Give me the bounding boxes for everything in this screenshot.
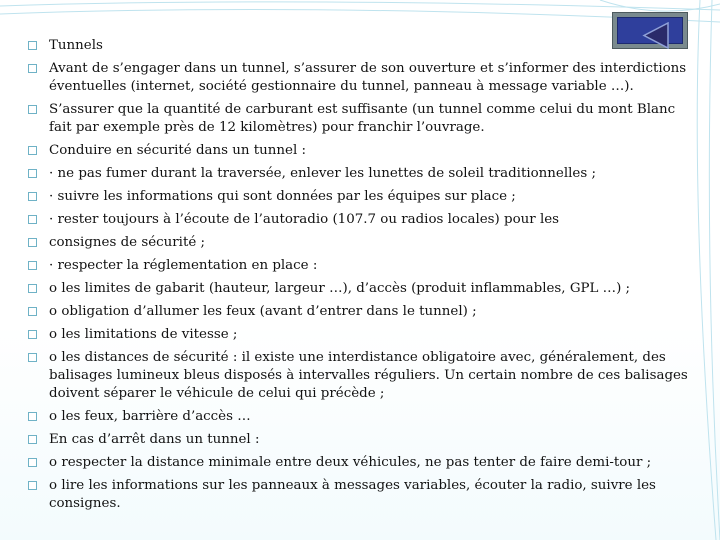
bullet-square-icon bbox=[28, 169, 37, 178]
list-item-text: Tunnels bbox=[49, 38, 103, 53]
bullet-square-icon bbox=[28, 64, 37, 73]
list-item-text: En cas d’arrêt dans un tunnel : bbox=[49, 432, 260, 447]
bullet-square-icon bbox=[28, 330, 37, 339]
bullet-square-icon bbox=[28, 105, 37, 114]
list-item bbox=[28, 232, 698, 255]
list-item bbox=[28, 58, 698, 99]
bullet-square-icon bbox=[28, 41, 37, 50]
list-item-text: consignes de sécurité ; bbox=[49, 235, 206, 250]
list-item-text: · rester toujours à l’écoute de l’autoradio (107.7 ou radios locales) pour les bbox=[49, 212, 560, 227]
list-item bbox=[28, 140, 698, 163]
list-item-text: o obligation d’allumer les feux (avant d’entrer dans le tunnel) ; bbox=[49, 304, 477, 319]
list-item bbox=[28, 255, 698, 278]
list-item bbox=[28, 452, 698, 475]
list-item bbox=[28, 99, 698, 140]
list-item-text: o lire les informations sur les panneaux à messages variables, écouter la radio, suivre les consignes. bbox=[49, 478, 656, 511]
list-item bbox=[28, 278, 698, 301]
list-item bbox=[28, 186, 698, 209]
list-item bbox=[28, 209, 698, 232]
bullet-square-icon bbox=[28, 435, 37, 444]
list-item-text: · respecter la réglementation en place : bbox=[49, 258, 318, 273]
list-item bbox=[28, 406, 698, 429]
list-item bbox=[28, 301, 698, 324]
bullet-square-icon bbox=[28, 307, 37, 316]
bullet-square-icon bbox=[28, 481, 37, 490]
bullet-square-icon bbox=[28, 146, 37, 155]
list-item bbox=[28, 324, 698, 347]
list-item-text: · suivre les informations qui sont données par les équipes sur place ; bbox=[49, 189, 516, 204]
list-item-text: S’assurer que la quantité de carburant est suffisante (un tunnel comme celui du mont Blanc fait par exemple près de 12 kilomètres) pour franchir l’ouvrage. bbox=[49, 102, 676, 135]
bullet-list bbox=[28, 35, 698, 516]
list-item bbox=[28, 429, 698, 452]
list-item-text: · ne pas fumer durant la traversée, enlever les lunettes de soleil traditionnelles ; bbox=[49, 166, 596, 181]
bullet-square-icon bbox=[28, 353, 37, 362]
bullet-square-icon bbox=[28, 284, 37, 293]
bullet-square-icon bbox=[28, 192, 37, 201]
list-item-text: o les feux, barrière d’accès … bbox=[49, 409, 251, 424]
list-item-text: o les distances de sécurité : il existe une interdistance obligatoire avec, généralement, des balisages lumineux bleus disposés à intervalles réguliers. Un certain nombre de ces balisages doivent séparer le véhicule de celui qui précède ; bbox=[49, 350, 688, 401]
list-item bbox=[28, 475, 698, 516]
list-item bbox=[28, 347, 698, 406]
bullet-square-icon bbox=[28, 238, 37, 247]
list-item-text: o respecter la distance minimale entre deux véhicules, ne pas tenter de faire demi-tour ; bbox=[49, 455, 652, 470]
bullet-square-icon bbox=[28, 458, 37, 467]
list-item bbox=[28, 35, 698, 58]
list-item-text: Conduire en sécurité dans un tunnel : bbox=[49, 143, 307, 158]
list-item-text: o les limitations de vitesse ; bbox=[49, 327, 238, 342]
list-item bbox=[28, 163, 698, 186]
bullet-square-icon bbox=[28, 261, 37, 270]
bullet-square-icon bbox=[28, 412, 37, 421]
bullet-square-icon bbox=[28, 215, 37, 224]
list-item-text: Avant de s’engager dans un tunnel, s’assurer de son ouverture et s’informer des interdictions éventuelles (internet, société gestionnaire du tunnel, panneau à message variable …). bbox=[49, 61, 687, 94]
list-item-text: o les limites de gabarit (hauteur, largeur …), d’accès (produit inflammables, GPL …) ; bbox=[49, 281, 631, 296]
